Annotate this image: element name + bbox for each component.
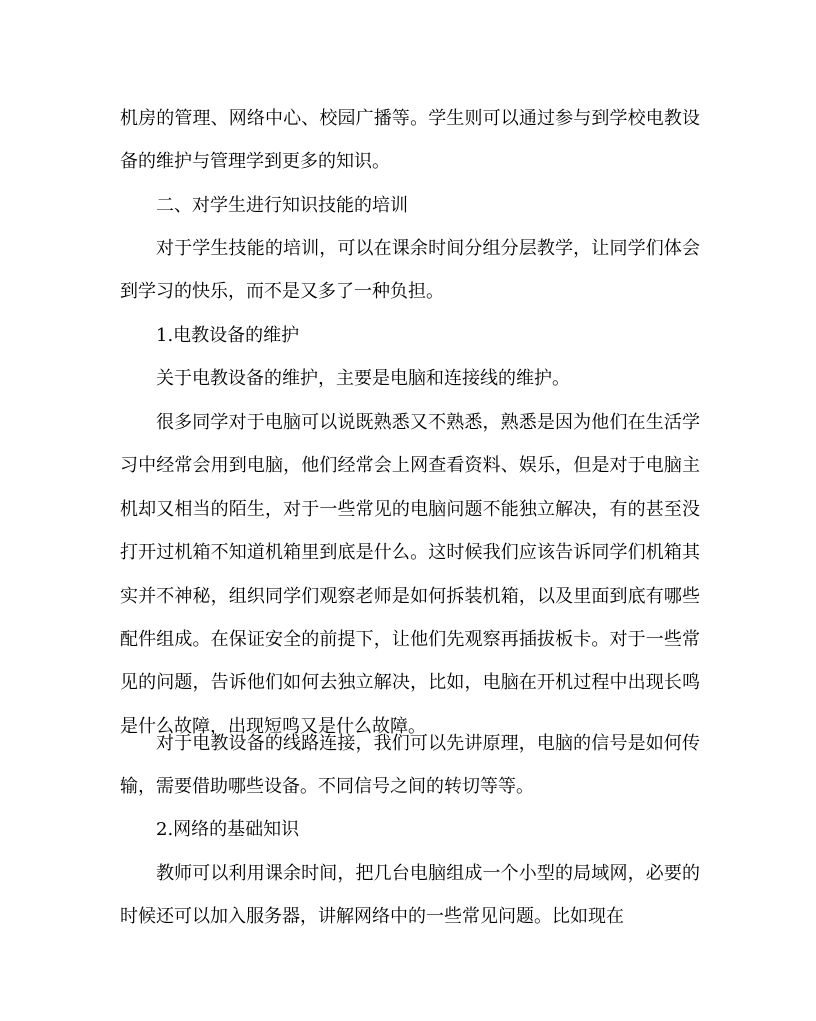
- paragraph-maintenance: 关于电教设备的维护，主要是电脑和连接线的维护。: [156, 368, 570, 389]
- paragraph-computer: 很多同学对于电脑可以说既熟悉又不熟悉，熟悉是因为他们在生活学习中经常会用到电脑，他们经常会上网查看资料、娱乐，但是对于电脑主机却又相当的陌生，对于一些常见的电脑问题不能独立解决，有的甚至没打开过机箱不知道机箱里到底是什么。这时候我们应该告诉同学们机箱其实并不神秘，组织同学们观察老师是如何拆装机箱，以及里面到底有哪些配件组成。在保证安全的前提下，让他们先观察再插拔板卡。对于一些常见的问题，告诉他们如何去独立解决，比如，电脑在开机过程中出现长鸣是什么故障，出现短鸣又是什么故障。: [120, 412, 700, 737]
- paragraph-network: 教师可以利用课余时间，把几台电脑组成一个小型的局域网，必要的时候还可以加入服务器，讲解网络中的一些常见问题。比如现在: [120, 863, 700, 928]
- subsection-heading-1: 1.电教设备的维护: [156, 325, 300, 346]
- section-heading: 二、对学生进行知识技能的培训: [156, 195, 408, 216]
- paragraph-intro: 对于学生技能的培训，可以在课余时间分组分层教学，让同学们体会到学习的快乐，而不是又多了一种负担。: [120, 238, 700, 303]
- paragraph-continuation: 机房的管理、网络中心、校园广播等。学生则可以通过参与到学校电教设备的维护与管理学到更多的知识。: [120, 108, 700, 173]
- subsection-heading-2: 2.网络的基础知识: [156, 819, 300, 840]
- paragraph-wiring: 对于电教设备的线路连接，我们可以先讲原理，电脑的信号是如何传输，需要借助哪些设备。不同信号之间的转切等等。: [120, 733, 700, 798]
